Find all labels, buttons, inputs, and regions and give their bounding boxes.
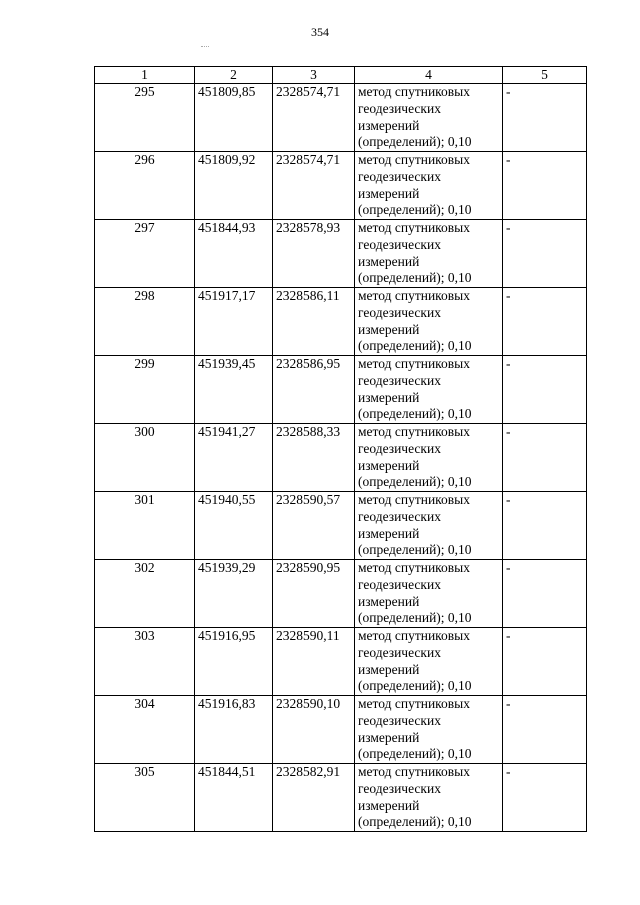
y-coordinate-cell: 2328590,57 bbox=[273, 492, 355, 560]
y-coordinate-cell: 2328574,71 bbox=[273, 152, 355, 220]
y-coordinate-cell: 2328574,71 bbox=[273, 84, 355, 152]
point-number-cell: 299 bbox=[95, 356, 195, 424]
method-line: метод спутниковых bbox=[358, 152, 470, 167]
method-line: геодезических bbox=[358, 780, 441, 796]
note-cell: - bbox=[503, 424, 587, 492]
x-coordinate-cell: 451939,29 bbox=[195, 560, 273, 628]
y-coordinate-cell: 2328590,11 bbox=[273, 628, 355, 696]
method-line: (определений); 0,10 bbox=[358, 474, 472, 490]
method-line: метод спутниковых bbox=[358, 492, 470, 507]
method-line: (определений); 0,10 bbox=[358, 406, 472, 422]
note-cell: - bbox=[503, 764, 587, 832]
method-cell bbox=[355, 696, 503, 764]
method-line: метод спутниковых bbox=[358, 84, 470, 99]
header-row bbox=[95, 67, 587, 84]
table-row bbox=[95, 696, 587, 764]
table-row bbox=[95, 356, 587, 424]
method-cell bbox=[355, 220, 503, 288]
method-line: метод спутниковых bbox=[358, 696, 470, 711]
method-line: метод спутниковых bbox=[358, 764, 470, 779]
x-coordinate-cell: 451941,27 bbox=[195, 424, 273, 492]
x-coordinate-cell: 451916,95 bbox=[195, 628, 273, 696]
point-number-cell: 298 bbox=[95, 288, 195, 356]
method-line: (определений); 0,10 bbox=[358, 678, 472, 694]
page-number: 354 bbox=[311, 25, 329, 39]
point-number-cell: 305 bbox=[95, 764, 195, 832]
method-line: геодезических bbox=[358, 236, 441, 252]
note-cell: - bbox=[503, 560, 587, 628]
method-line: геодезических bbox=[358, 304, 441, 320]
method-line: метод спутниковых bbox=[358, 356, 470, 371]
column-header-5: 5 bbox=[503, 67, 587, 84]
method-cell bbox=[355, 764, 503, 832]
method-line: измерений bbox=[358, 593, 420, 609]
table-row bbox=[95, 560, 587, 628]
note-cell: - bbox=[503, 220, 587, 288]
method-line: (определений); 0,10 bbox=[358, 202, 472, 218]
column-header-3: 3 bbox=[273, 67, 355, 84]
method-line: геодезических bbox=[358, 440, 441, 456]
method-cell bbox=[355, 424, 503, 492]
table-row bbox=[95, 424, 587, 492]
method-line: измерений bbox=[358, 797, 420, 813]
method-cell bbox=[355, 628, 503, 696]
table-row bbox=[95, 152, 587, 220]
table-row bbox=[95, 220, 587, 288]
method-line: геодезических bbox=[358, 372, 441, 388]
method-cell bbox=[355, 84, 503, 152]
point-number-cell: 303 bbox=[95, 628, 195, 696]
method-line: метод спутниковых bbox=[358, 220, 470, 235]
method-line: геодезических bbox=[358, 100, 441, 116]
method-line: (определений); 0,10 bbox=[358, 338, 472, 354]
method-cell bbox=[355, 560, 503, 628]
point-number-cell: 302 bbox=[95, 560, 195, 628]
coordinates-table bbox=[94, 66, 587, 832]
point-number-cell: 296 bbox=[95, 152, 195, 220]
x-coordinate-cell: 451844,93 bbox=[195, 220, 273, 288]
method-line: измерений bbox=[358, 729, 420, 745]
y-coordinate-cell: 2328590,10 bbox=[273, 696, 355, 764]
method-line: метод спутниковых bbox=[358, 424, 470, 439]
method-line: геодезических bbox=[358, 168, 441, 184]
y-coordinate-cell: 2328590,95 bbox=[273, 560, 355, 628]
x-coordinate-cell: 451809,92 bbox=[195, 152, 273, 220]
method-line: измерений bbox=[358, 185, 420, 201]
method-line: измерений bbox=[358, 253, 420, 269]
note-cell: - bbox=[503, 628, 587, 696]
method-cell bbox=[355, 152, 503, 220]
method-line: (определений); 0,10 bbox=[358, 134, 472, 150]
method-cell bbox=[355, 288, 503, 356]
method-line: измерений bbox=[358, 457, 420, 473]
method-line: измерений bbox=[358, 525, 420, 541]
point-number-cell: 297 bbox=[95, 220, 195, 288]
note-cell: - bbox=[503, 356, 587, 424]
method-line: метод спутниковых bbox=[358, 560, 470, 575]
note-cell: - bbox=[503, 152, 587, 220]
table-row bbox=[95, 84, 587, 152]
method-line: геодезических bbox=[358, 576, 441, 592]
note-cell: - bbox=[503, 696, 587, 764]
method-line: геодезических bbox=[358, 644, 441, 660]
x-coordinate-cell: 451917,17 bbox=[195, 288, 273, 356]
table-row bbox=[95, 492, 587, 560]
note-cell: - bbox=[503, 492, 587, 560]
table-row bbox=[95, 628, 587, 696]
y-coordinate-cell: 2328588,33 bbox=[273, 424, 355, 492]
method-line: (определений); 0,10 bbox=[358, 610, 472, 626]
column-header-2: 2 bbox=[195, 67, 273, 84]
x-coordinate-cell: 451809,85 bbox=[195, 84, 273, 152]
method-line: геодезических bbox=[358, 712, 441, 728]
table-row bbox=[95, 288, 587, 356]
note-cell: - bbox=[503, 288, 587, 356]
method-line: измерений bbox=[358, 661, 420, 677]
method-line: (определений); 0,10 bbox=[358, 746, 472, 762]
y-coordinate-cell: 2328586,11 bbox=[273, 288, 355, 356]
y-coordinate-cell: 2328578,93 bbox=[273, 220, 355, 288]
note-cell: - bbox=[503, 84, 587, 152]
x-coordinate-cell: 451940,55 bbox=[195, 492, 273, 560]
method-line: измерений bbox=[358, 389, 420, 405]
method-line: (определений); 0,10 bbox=[358, 270, 472, 286]
method-cell bbox=[355, 492, 503, 560]
point-number-cell: 300 bbox=[95, 424, 195, 492]
method-line: (определений); 0,10 bbox=[358, 814, 472, 830]
method-line: измерений bbox=[358, 321, 420, 337]
column-header-1: 1 bbox=[95, 67, 195, 84]
point-number-cell: 304 bbox=[95, 696, 195, 764]
method-line: метод спутниковых bbox=[358, 628, 470, 643]
table-row bbox=[95, 764, 587, 832]
y-coordinate-cell: 2328582,91 bbox=[273, 764, 355, 832]
column-header-4: 4 bbox=[355, 67, 503, 84]
y-coordinate-cell: 2328586,95 bbox=[273, 356, 355, 424]
point-number-cell: 295 bbox=[95, 84, 195, 152]
x-coordinate-cell: 451844,51 bbox=[195, 764, 273, 832]
method-cell bbox=[355, 356, 503, 424]
method-line: (определений); 0,10 bbox=[358, 542, 472, 558]
method-line: метод спутниковых bbox=[358, 288, 470, 303]
method-line: геодезических bbox=[358, 508, 441, 524]
table-body bbox=[95, 84, 587, 832]
x-coordinate-cell: 451916,83 bbox=[195, 696, 273, 764]
method-line: измерений bbox=[358, 117, 420, 133]
point-number-cell: 301 bbox=[95, 492, 195, 560]
x-coordinate-cell: 451939,45 bbox=[195, 356, 273, 424]
scan-mark bbox=[201, 46, 209, 47]
